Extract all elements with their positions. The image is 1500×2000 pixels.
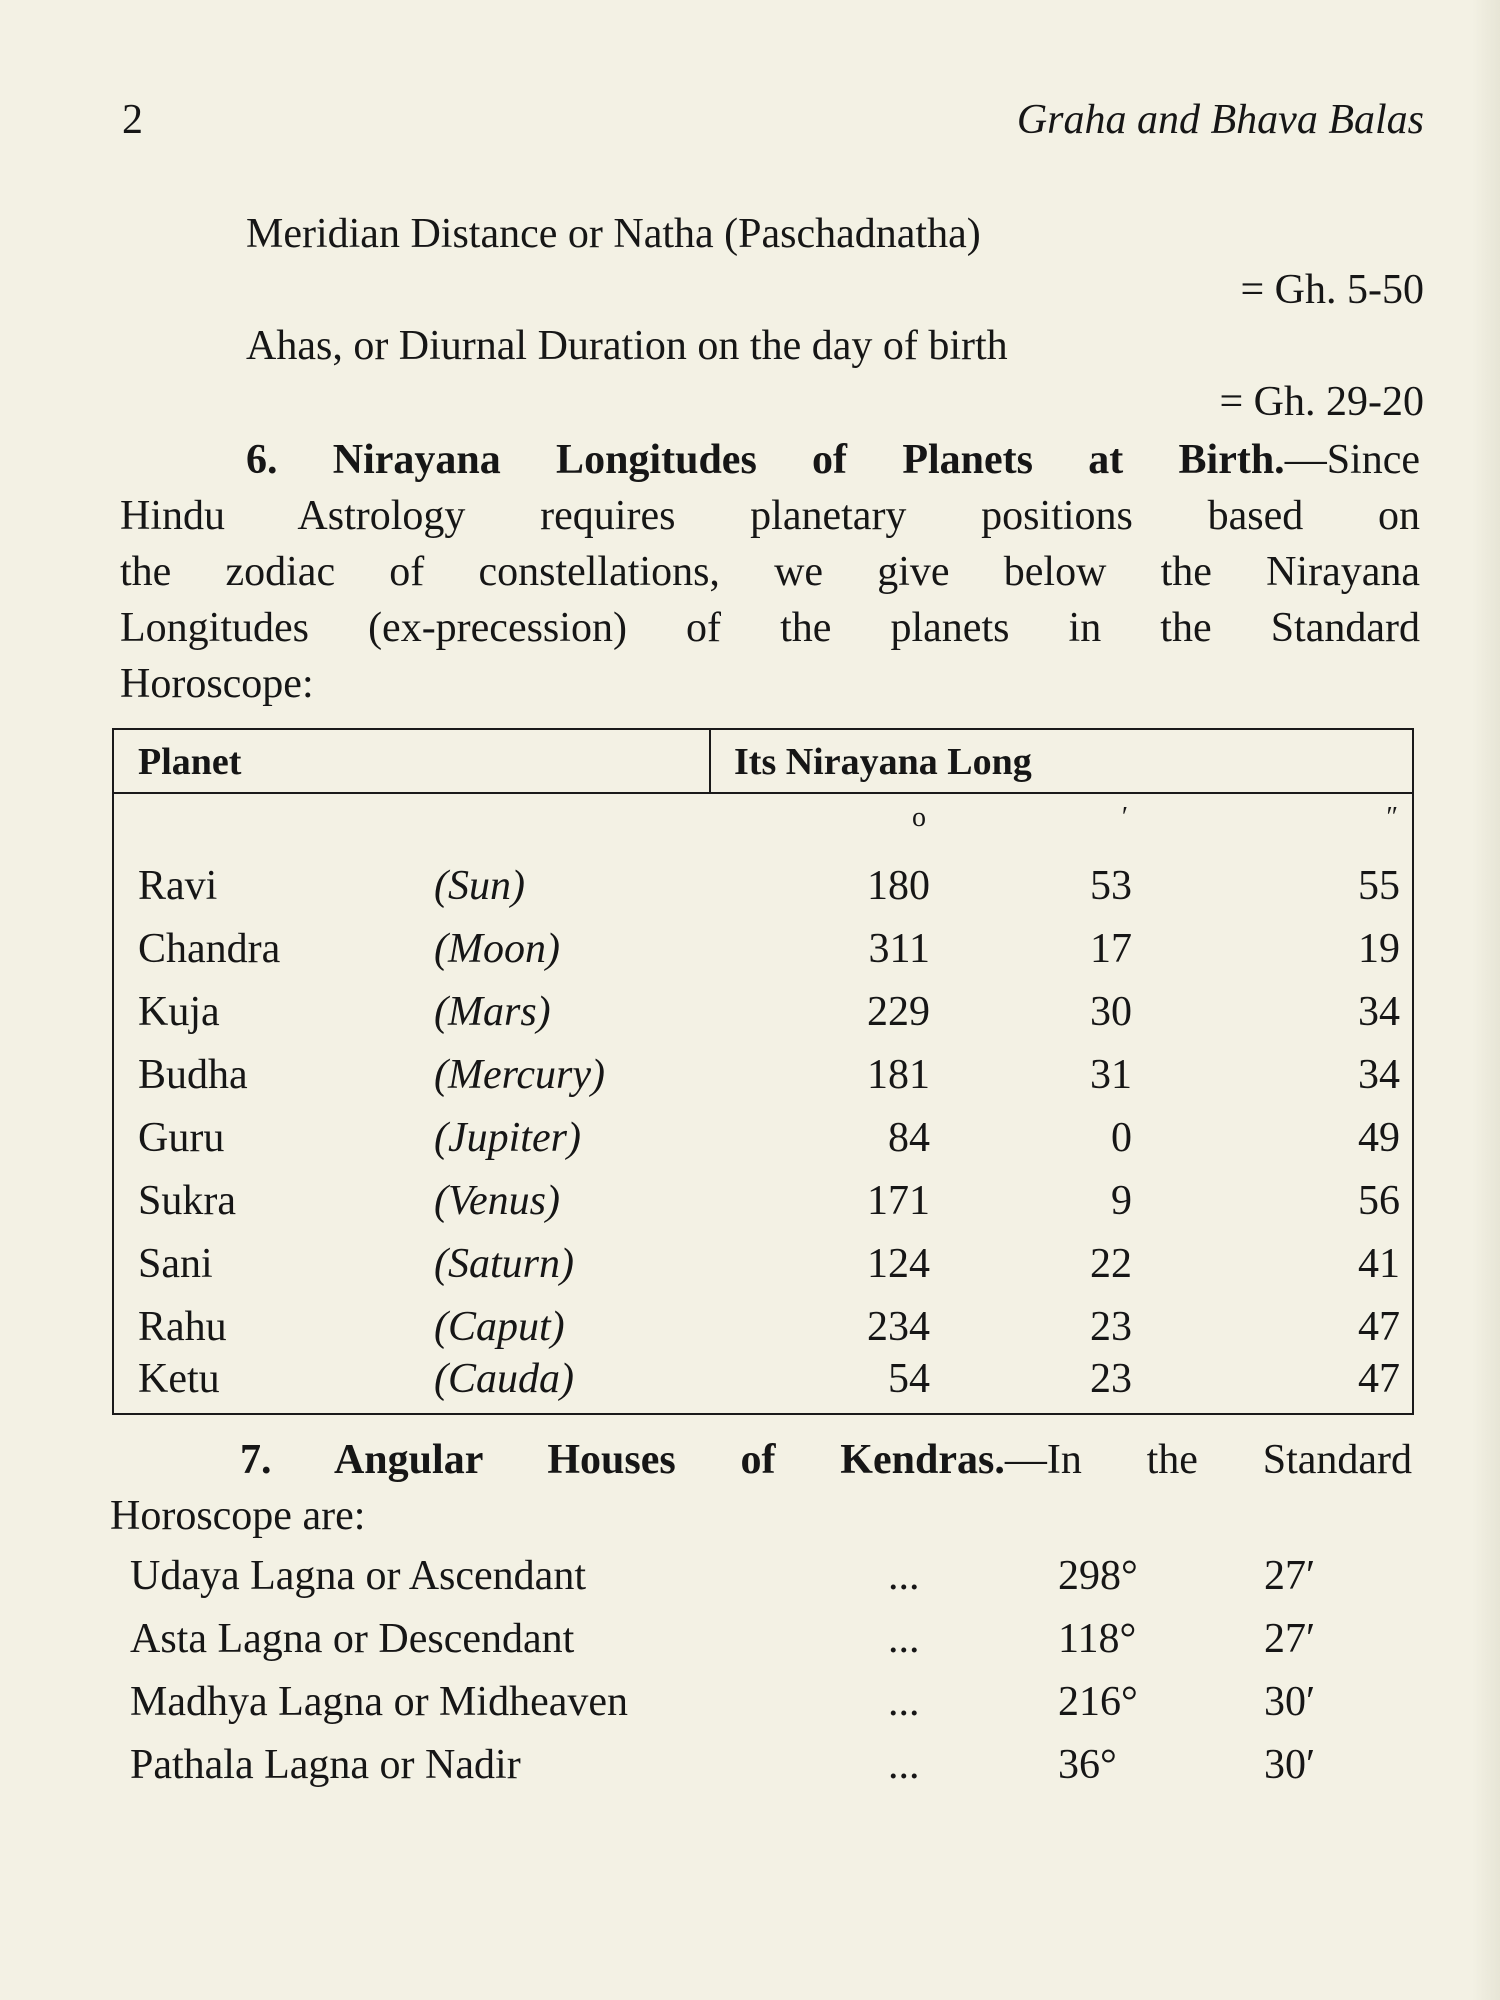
page-header xyxy=(122,96,1424,146)
longitude-minutes: 30 xyxy=(1090,989,1132,1035)
kendra-degrees: 118° xyxy=(1058,1616,1137,1662)
longitude-degrees: 234 xyxy=(867,1304,930,1350)
unit-minutes: ′ xyxy=(1121,802,1128,833)
longitude-minutes: 31 xyxy=(1090,1052,1132,1098)
leader-dots: ... xyxy=(888,1553,920,1599)
kendra-degrees: 36° xyxy=(1058,1742,1117,1788)
kendra-minutes: 27′ xyxy=(1264,1553,1316,1599)
longitudes-table xyxy=(112,728,1414,1415)
longitude-seconds: 41 xyxy=(1358,1241,1400,1287)
kendra-degrees: 298° xyxy=(1058,1553,1138,1599)
table-row xyxy=(114,988,1412,1050)
leader-dots: ... xyxy=(888,1742,920,1788)
longitude-degrees: 180 xyxy=(867,863,930,909)
longitude-degrees: 84 xyxy=(888,1115,930,1161)
planet-name: Kuja xyxy=(138,989,220,1035)
planet-alias: (Cauda) xyxy=(434,1356,574,1402)
meridian-label: Meridian Distance or Natha (Paschadnatha) xyxy=(246,211,981,257)
section6-text-line-3: the zodiac of constellations, we give below the Nirayana xyxy=(120,549,1420,595)
section6-text-line-4: Longitudes (ex-precession) of the planets in the Standard xyxy=(120,605,1420,651)
section6-text-line-2: Hindu Astrology requires planetary positions based on xyxy=(120,493,1420,539)
table-row xyxy=(114,1051,1412,1113)
planet-alias: (Mars) xyxy=(434,989,551,1035)
section7-heading: 7. Angular Houses of Kendras. xyxy=(240,1437,1005,1483)
section7-heading-line xyxy=(110,1432,1412,1488)
table-row xyxy=(114,862,1412,924)
planet-name: Guru xyxy=(138,1115,225,1161)
longitude-seconds: 19 xyxy=(1358,926,1400,972)
leader-dots: ... xyxy=(888,1679,920,1725)
list-item xyxy=(130,1552,1330,1612)
longitude-degrees: 124 xyxy=(867,1241,930,1287)
planet-alias: (Saturn) xyxy=(434,1241,574,1287)
longitude-seconds: 47 xyxy=(1358,1356,1400,1402)
list-item xyxy=(130,1678,1330,1738)
longitude-seconds: 56 xyxy=(1358,1178,1400,1224)
planet-alias: (Sun) xyxy=(434,863,525,909)
planet-name: Sukra xyxy=(138,1178,236,1224)
longitude-seconds: 47 xyxy=(1358,1304,1400,1350)
kendra-minutes: 27′ xyxy=(1264,1616,1316,1662)
list-item xyxy=(130,1615,1330,1675)
running-title: Graha and Bhava Balas xyxy=(1016,97,1424,143)
planet-alias: (Venus) xyxy=(434,1178,560,1224)
section6-heading-line xyxy=(120,432,1420,488)
table-row xyxy=(114,1114,1412,1176)
longitude-degrees: 54 xyxy=(888,1356,930,1402)
page-spine-shadow xyxy=(1472,0,1500,2000)
longitude-degrees: 181 xyxy=(867,1052,930,1098)
section7-text-line-1: —In the Standard xyxy=(1004,1437,1413,1483)
page-number: 2 xyxy=(122,97,143,143)
ahas-value: = Gh. 29-20 xyxy=(1219,379,1424,425)
unit-seconds: ″ xyxy=(1386,802,1398,833)
kendra-name: Asta Lagna or Descendant xyxy=(130,1616,575,1662)
planet-name: Rahu xyxy=(138,1304,227,1350)
kendra-minutes: 30′ xyxy=(1264,1742,1316,1788)
table-row xyxy=(114,1240,1412,1302)
kendra-name: Madhya Lagna or Midheaven xyxy=(130,1679,628,1725)
leader-dots: ... xyxy=(888,1616,920,1662)
section7-text-line-2: Horoscope are: xyxy=(110,1493,366,1539)
planet-alias: (Mercury) xyxy=(434,1052,606,1098)
planet-name: Ravi xyxy=(138,863,218,909)
longitude-seconds: 49 xyxy=(1358,1115,1400,1161)
longitude-degrees: 171 xyxy=(867,1178,930,1224)
planet-alias: (Caput) xyxy=(434,1304,565,1350)
list-item xyxy=(130,1741,1330,1801)
unit-degrees: o xyxy=(912,802,926,833)
section6-text-line-5: Horoscope: xyxy=(120,661,314,707)
table-row xyxy=(114,1177,1412,1239)
longitude-seconds: 34 xyxy=(1358,989,1400,1035)
kendra-degrees: 216° xyxy=(1058,1679,1138,1725)
planet-name: Budha xyxy=(138,1052,248,1098)
longitude-seconds: 55 xyxy=(1358,863,1400,909)
planet-alias: (Moon) xyxy=(434,926,560,972)
kendra-name: Udaya Lagna or Ascendant xyxy=(130,1553,586,1599)
planet-name: Ketu xyxy=(138,1356,220,1402)
section6-text-line-1: —Since xyxy=(1284,437,1420,483)
ahas-label: Ahas, or Diurnal Duration on the day of birth xyxy=(246,323,1008,369)
kendra-minutes: 30′ xyxy=(1264,1679,1316,1725)
planet-alias: (Jupiter) xyxy=(434,1115,581,1161)
longitude-minutes: 53 xyxy=(1090,863,1132,909)
section6-heading: 6. Nirayana Longitudes of Planets at Birth. xyxy=(246,437,1285,483)
longitude-minutes: 0 xyxy=(1111,1115,1132,1161)
longitude-minutes: 9 xyxy=(1111,1178,1132,1224)
table-row xyxy=(114,925,1412,987)
longitude-degrees: 311 xyxy=(868,926,930,972)
column-header-planet: Planet xyxy=(138,741,242,783)
longitude-minutes: 23 xyxy=(1090,1304,1132,1350)
longitude-degrees: 229 xyxy=(867,989,930,1035)
longitude-minutes: 17 xyxy=(1090,926,1132,972)
table-header-divider xyxy=(709,730,711,792)
planet-name: Sani xyxy=(138,1241,213,1287)
meridian-value: = Gh. 5-50 xyxy=(1240,267,1424,313)
table-header xyxy=(114,730,1412,794)
column-header-nirayana-long: Its Nirayana Long xyxy=(734,741,1032,783)
table-row xyxy=(114,1355,1412,1417)
longitude-minutes: 22 xyxy=(1090,1241,1132,1287)
kendra-name: Pathala Lagna or Nadir xyxy=(130,1742,521,1788)
planet-name: Chandra xyxy=(138,926,281,972)
longitude-minutes: 23 xyxy=(1090,1356,1132,1402)
longitude-seconds: 34 xyxy=(1358,1052,1400,1098)
